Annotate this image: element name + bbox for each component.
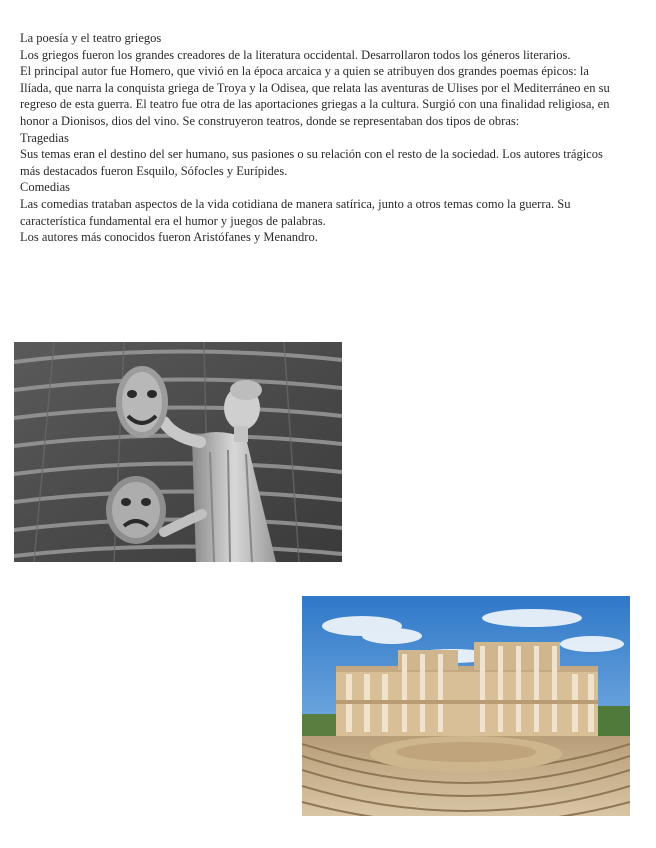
document-text	[20, 30, 620, 246]
document-title: La poesía y el teatro griegos	[20, 31, 162, 45]
paragraph-intro: Los griegos fueron los grandes creadores de la literatura occidental. Desarrollaron todos los géneros literarios.	[20, 47, 571, 62]
paragraph-autores: Los autores más conocidos fueron Aristófanes y Menandro.	[20, 230, 318, 245]
heading-tragedias: Tragedias	[20, 130, 69, 145]
statue-with-theatre-masks-icon	[14, 342, 342, 562]
heading-comedias: Comedias	[20, 180, 70, 195]
roman-theatre-image	[302, 596, 630, 816]
statue-masks-image	[14, 342, 342, 562]
paragraph-homer: El principal autor fue Homero, que vivió en la época arcaica y a quien se atribuyen dos grandes poemas épicos: la Ilíada, que narra la conquista griega de Troya y la Odisea, que relata las aventuras de Ulises por el Mediterráneo en su regreso de esta guerra. El teatro fue otra de las aportaciones griegas a la cultura. Surgió con una finalidad religiosa, en honor a Dionisos, dios del vino. Se construyeron teatros, donde se representaban dos tipos de obras:	[20, 64, 610, 128]
paragraph-tragedias: Sus temas eran el destino del ser humano, sus pasiones o su relación con el resto de la sociedad. Los autores trágicos más destacados fueron Esquilo, Sófocles y Eurípides.	[20, 147, 603, 178]
paragraph-comedias: Las comedias trataban aspectos de la vida cotidiana de manera satírica, junto a otros temas como la guerra. Su característica fundamental era el humor y juegos de palabras.	[20, 196, 571, 228]
roman-theatre-ruins-icon	[302, 596, 630, 816]
